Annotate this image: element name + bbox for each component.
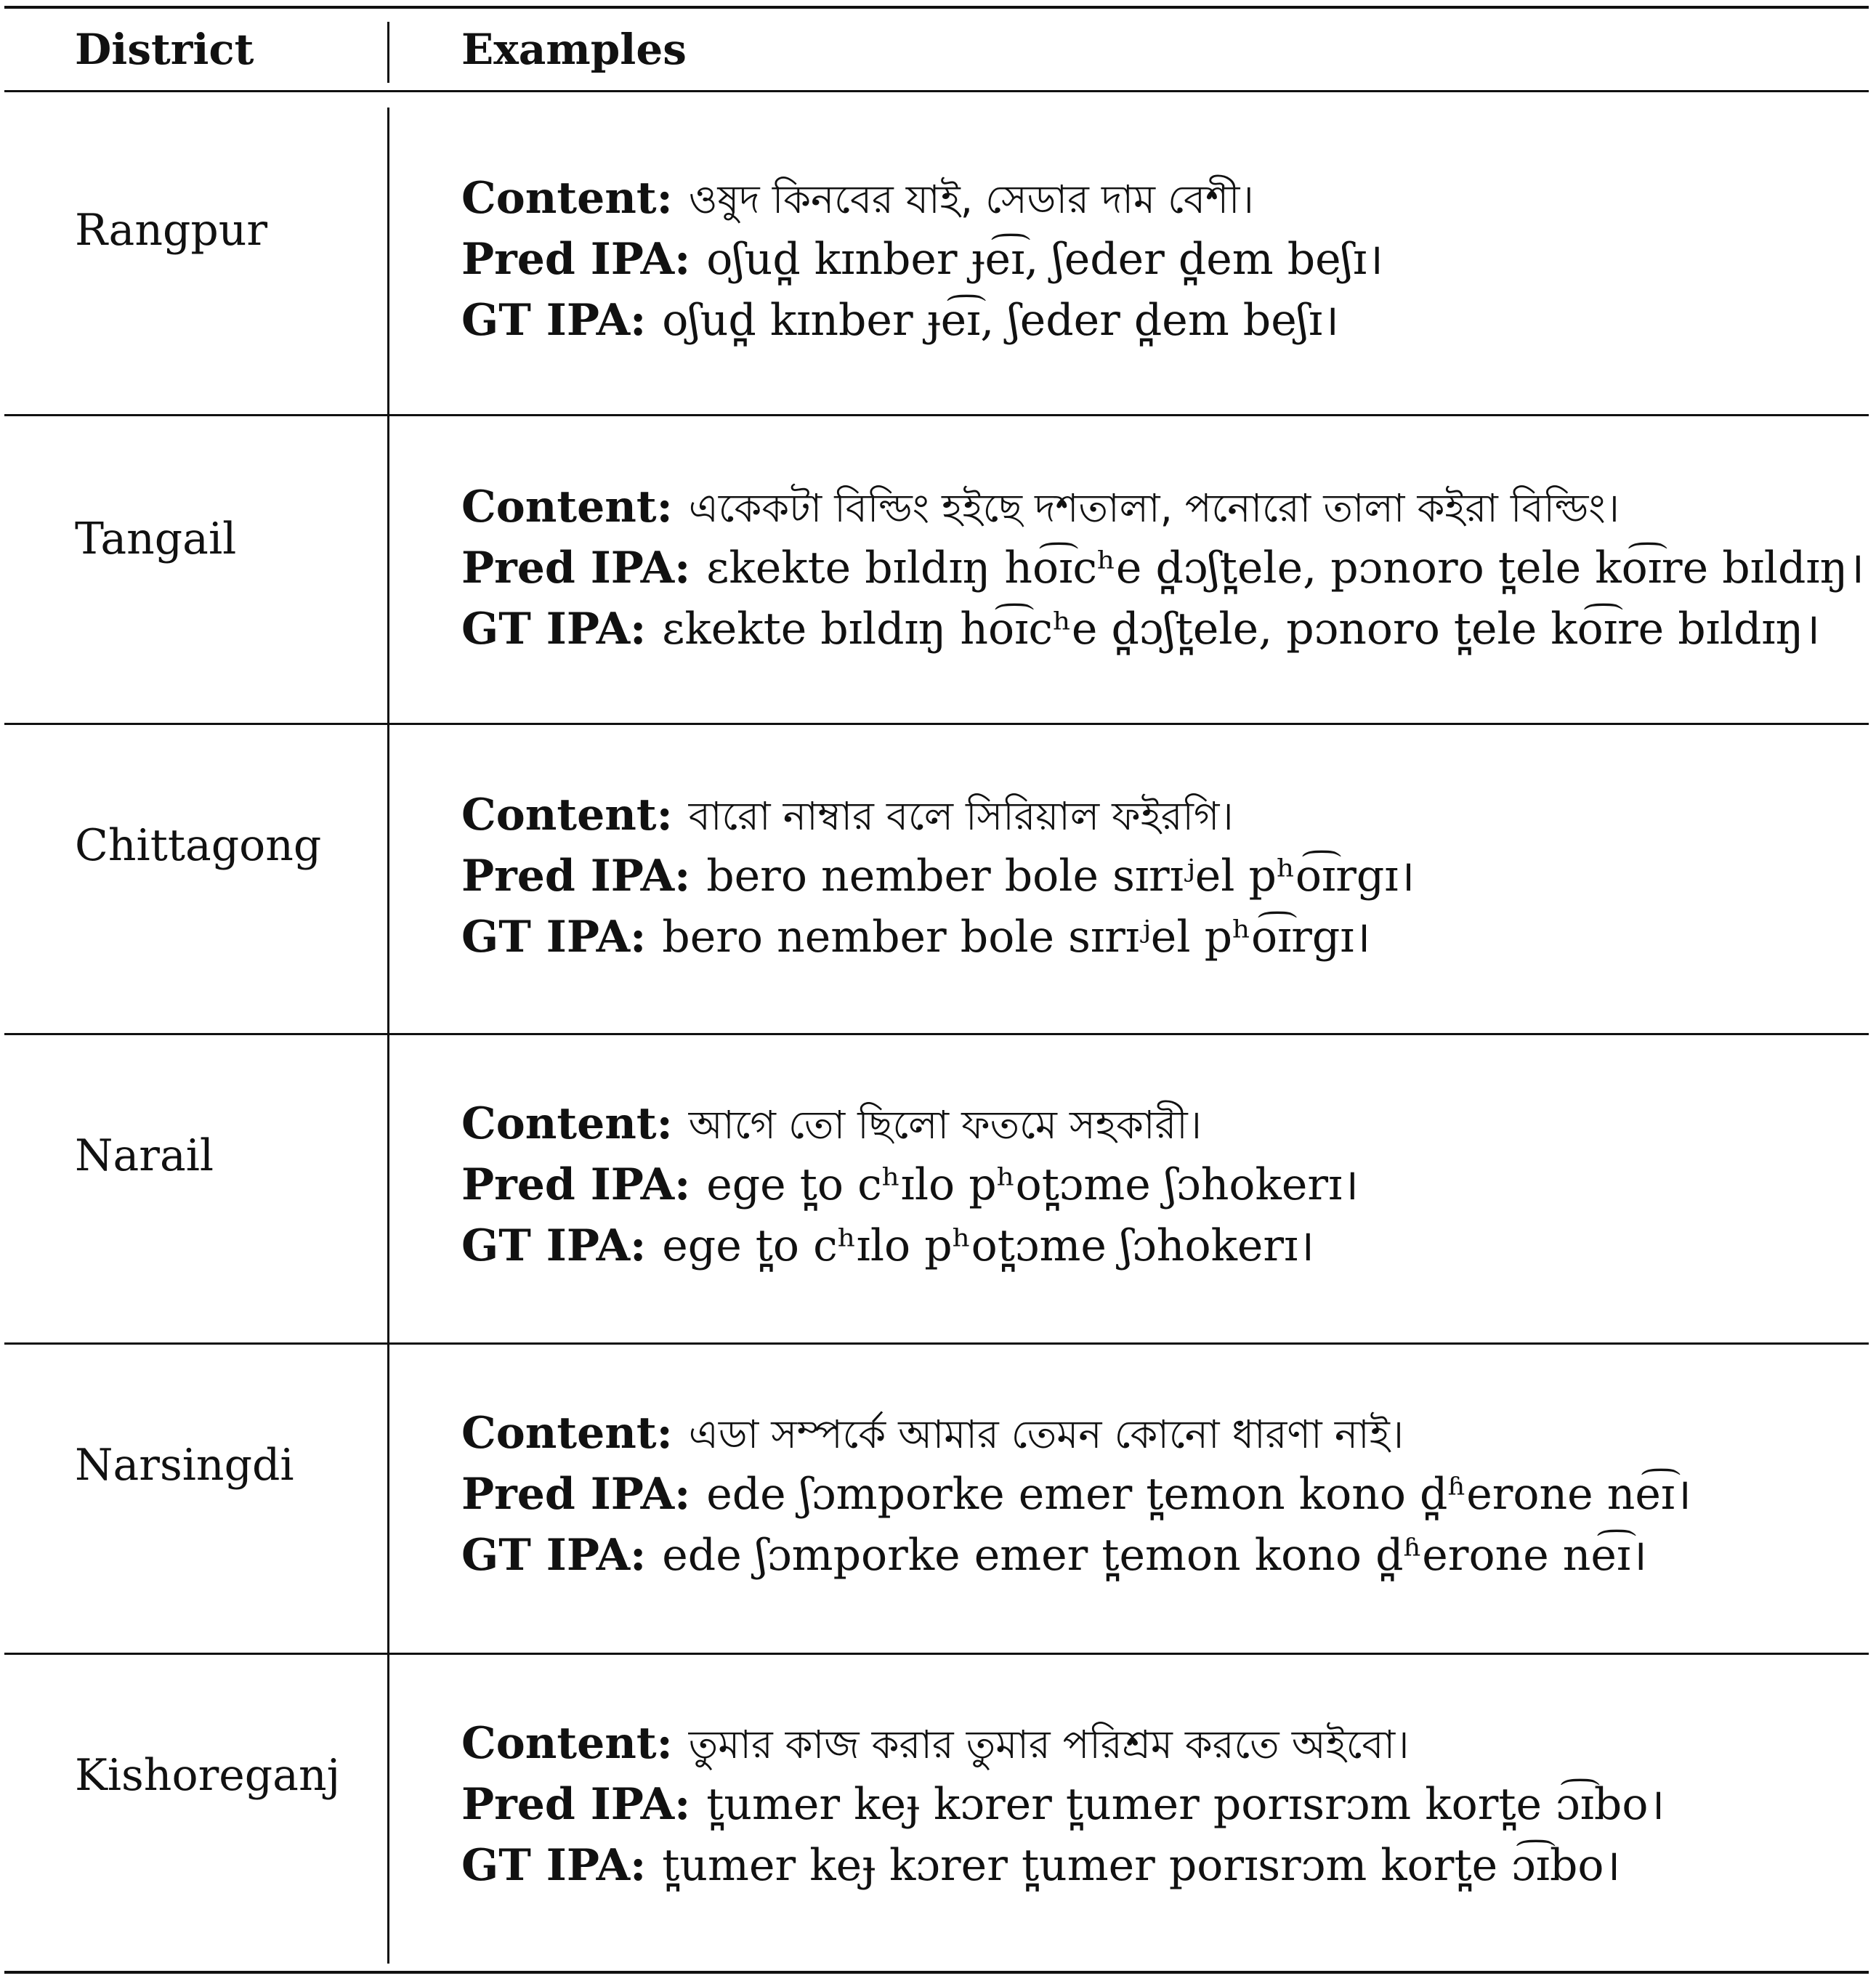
table-top-rule bbox=[4, 6, 1869, 9]
gt-ipa-line bbox=[461, 1215, 1314, 1276]
pred-ipa-text: t̪umer keɟ kɔrer t̪umer porɪsrɔm kort̪e ɔ͡ɪbo। bbox=[706, 1779, 1665, 1830]
table-bottom-rule bbox=[4, 1971, 1869, 1974]
district-cell: Narail bbox=[75, 1130, 214, 1181]
gt-ipa-text: ɛkekte bɪldɪŋ ho͡ɪcʰe d̪ɔʃt̪ele, pɔnoro t̪ele ko͡ɪre bɪldɪŋ। bbox=[662, 604, 1820, 655]
content-text: একেকটা বিল্ডিং হইছে দশতালা, পনোরো তালা কইরা বিল্ডিং। bbox=[688, 485, 1620, 531]
header-district: District bbox=[75, 25, 254, 74]
gt-ipa-line bbox=[461, 599, 1820, 660]
pred-ipa-label: Pred IPA: bbox=[461, 543, 691, 594]
pred-ipa-line bbox=[461, 846, 1415, 907]
gt-ipa-label: GT IPA: bbox=[461, 1530, 647, 1581]
content-text: তুমার কাজ করার তুমার পরিশ্রম করতে অইবো। bbox=[688, 1722, 1410, 1767]
row-divider bbox=[4, 723, 1869, 725]
body-column-divider bbox=[387, 108, 389, 1964]
gt-ipa-label: GT IPA: bbox=[461, 1220, 647, 1271]
content-label: Content: bbox=[461, 173, 673, 224]
row-divider bbox=[4, 1033, 1869, 1035]
district-cell: Rangpur bbox=[75, 205, 268, 256]
gt-ipa-line bbox=[461, 290, 1339, 351]
header-examples: Examples bbox=[461, 25, 687, 74]
content-text: ওষুদ কিনবের যাই, সেডার দাম বেশী। bbox=[688, 177, 1254, 222]
content-line bbox=[461, 785, 1234, 847]
district-cell: Narsingdi bbox=[75, 1440, 294, 1491]
row-divider bbox=[4, 414, 1869, 416]
content-label: Content: bbox=[461, 1408, 673, 1459]
content-label: Content: bbox=[461, 482, 673, 532]
content-text: বারো নাম্বার বলে সিরিয়াল ফইরগি। bbox=[688, 793, 1234, 839]
district-cell: Chittagong bbox=[75, 820, 322, 871]
content-line bbox=[461, 1403, 1404, 1465]
gt-ipa-label: GT IPA: bbox=[461, 295, 647, 346]
gt-ipa-label: GT IPA: bbox=[461, 604, 647, 655]
content-label: Content: bbox=[461, 790, 673, 840]
pred-ipa-text: ede ʃɔmporke emer t̪emon kono d̪ʱerone ne͡ɪ। bbox=[706, 1469, 1691, 1520]
gt-ipa-label: GT IPA: bbox=[461, 1840, 647, 1891]
gt-ipa-line bbox=[461, 907, 1370, 968]
district-cell: Kishoreganj bbox=[75, 1750, 341, 1801]
content-label: Content: bbox=[461, 1718, 673, 1769]
content-label: Content: bbox=[461, 1098, 673, 1149]
pred-ipa-label: Pred IPA: bbox=[461, 851, 691, 902]
header-column-divider bbox=[387, 22, 389, 83]
pred-ipa-label: Pred IPA: bbox=[461, 1779, 691, 1830]
gt-ipa-label: GT IPA: bbox=[461, 912, 647, 963]
gt-ipa-text: oʃud̪ kɪnber ɟe͡ɪ, ʃeder d̪em beʃɪ। bbox=[662, 295, 1339, 346]
gt-ipa-line bbox=[461, 1835, 1620, 1896]
pred-ipa-text: bero nember bole sɪrɪʲel pʰo͡ɪrgɪ। bbox=[706, 851, 1415, 902]
content-text: আগে তো ছিলো ফতমে সহকারী। bbox=[688, 1102, 1202, 1148]
pred-ipa-text: ɛkekte bɪldɪŋ ho͡ɪcʰe d̪ɔʃt̪ele, pɔnoro t̪ele ko͡ɪre bɪldɪŋ। bbox=[706, 543, 1864, 594]
pred-ipa-line bbox=[461, 1774, 1665, 1835]
pred-ipa-label: Pred IPA: bbox=[461, 1159, 691, 1210]
gt-ipa-text: t̪umer keɟ kɔrer t̪umer porɪsrɔm kort̪e ɔ͡ɪbo। bbox=[662, 1840, 1621, 1891]
district-cell: Tangail bbox=[75, 514, 237, 564]
pred-ipa-line bbox=[461, 1464, 1691, 1525]
pred-ipa-text: oʃud̪ kɪnber ɟe͡ɪ, ʃeder d̪em beʃɪ। bbox=[706, 234, 1383, 285]
pred-ipa-label: Pred IPA: bbox=[461, 1469, 691, 1520]
pred-ipa-line bbox=[461, 229, 1383, 290]
row-divider bbox=[4, 1342, 1869, 1345]
gt-ipa-text: bero nember bole sɪrɪʲel pʰo͡ɪrgɪ। bbox=[662, 912, 1371, 963]
content-line bbox=[461, 168, 1254, 230]
gt-ipa-text: ege t̪o cʰɪlo pʰot̪ɔme ʃɔhokerɪ। bbox=[662, 1220, 1315, 1271]
pred-ipa-line bbox=[461, 1154, 1359, 1215]
pred-ipa-label: Pred IPA: bbox=[461, 234, 691, 285]
header-bottom-rule bbox=[4, 90, 1869, 92]
gt-ipa-line bbox=[461, 1525, 1647, 1586]
row-divider bbox=[4, 1653, 1869, 1655]
content-line bbox=[461, 1093, 1202, 1156]
pred-ipa-text: ege t̪o cʰɪlo pʰot̪ɔme ʃɔhokerɪ। bbox=[706, 1159, 1359, 1210]
content-line bbox=[461, 477, 1620, 539]
pred-ipa-line bbox=[461, 538, 1864, 599]
gt-ipa-text: ede ʃɔmporke emer t̪emon kono d̪ʱerone ne͡ɪ। bbox=[662, 1530, 1647, 1581]
content-text: এডা সম্পর্কে আমার তেমন কোনো ধারণা নাই। bbox=[688, 1411, 1404, 1457]
content-line bbox=[461, 1713, 1409, 1775]
